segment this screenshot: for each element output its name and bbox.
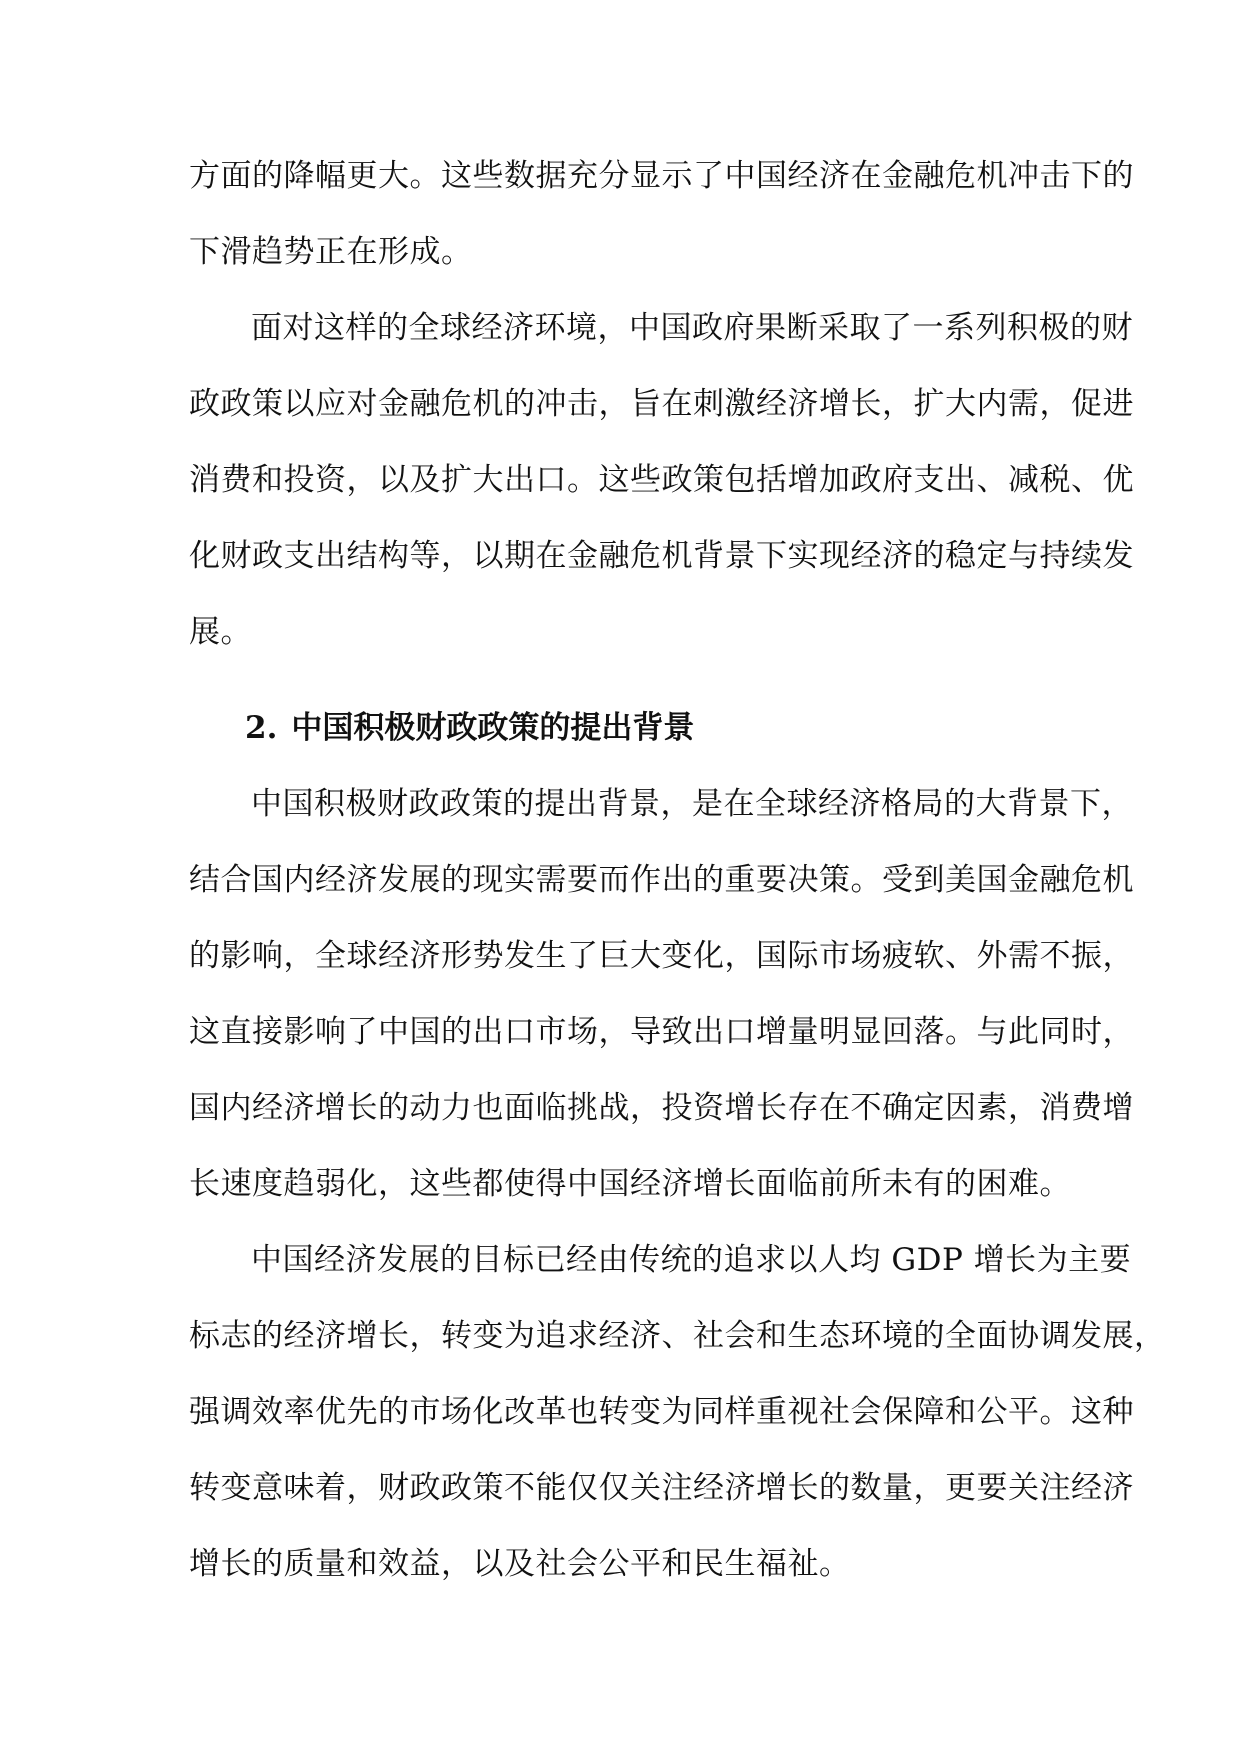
document-page <box>189 138 1166 1602</box>
section-heading <box>189 690 1051 766</box>
section-gap <box>189 670 1051 690</box>
text-line: 化财政支出结构等，以期在金融危机背景下实现经济的稳定与持续发 <box>189 538 1134 574</box>
text-line: 方面的降幅更大。这些数据充分显示了中国经济在金融危机冲击下的 <box>189 158 1134 194</box>
text-line: 面对这样的全球经济环境，中国政府果断采取了一系列积极的财 <box>251 310 1133 346</box>
text-line: 中国积极财政政策的提出背景，是在全球经济格局的大背景下， <box>251 786 1133 822</box>
text-line: 转变意味着，财政政策不能仅仅关注经济增长的数量，更要关注经济 <box>189 1470 1134 1506</box>
text-line: 展。 <box>189 614 252 650</box>
text-line: 长速度趋弱化，这些都使得中国经济增长面临前所未有的困难。 <box>189 1166 1071 1202</box>
text-line: 国内经济增长的动力也面临挑战，投资增长存在不确定因素，消费增 <box>189 1090 1134 1126</box>
text-line: 标志的经济增长，转变为追求经济、社会和生态环境的全面协调发展， <box>189 1318 1166 1354</box>
text-line: 下滑趋势正在形成。 <box>189 234 473 270</box>
text-line: 这直接影响了中国的出口市场，导致出口增量明显回落。与此同时， <box>189 1014 1134 1050</box>
text-line: 政政策以应对金融危机的冲击，旨在刺激经济增长，扩大内需，促进 <box>189 386 1134 422</box>
text-line: 的影响，全球经济形势发生了巨大变化，国际市场疲软、外需不振， <box>189 938 1134 974</box>
text-line: 中国经济发展的目标已经由传统的追求以人均 GDP 增长为主要 <box>251 1242 1132 1278</box>
section-title: 中国积极财政政策的提出背景 <box>291 710 695 746</box>
text-line: 结合国内经济发展的现实需要而作出的重要决策。受到美国金融危机 <box>189 862 1134 898</box>
text-line: 增长的质量和效益，以及社会公平和民生福祉。 <box>189 1546 851 1582</box>
text-line: 强调效率优先的市场化改革也转变为同样重视社会保障和公平。这种 <box>189 1394 1134 1430</box>
section-number: 2. <box>245 710 278 746</box>
text-line: 消费和投资，以及扩大出口。这些政策包括增加政府支出、减税、优 <box>189 462 1134 498</box>
